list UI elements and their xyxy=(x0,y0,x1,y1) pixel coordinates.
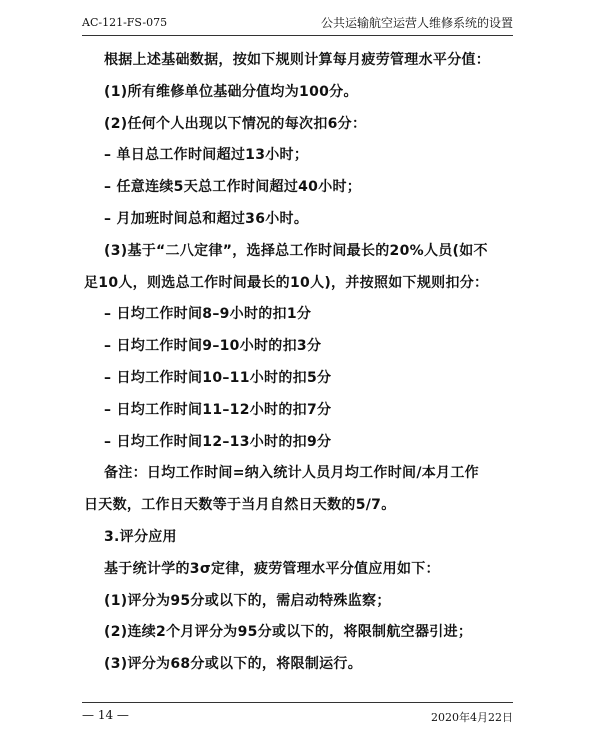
application-item-2: (2)连续2个月评分为95分或以下的，将限制航空器引进； xyxy=(104,624,473,641)
bullet-item: – 日均工作时间9–10小时的扣3分 xyxy=(104,338,322,355)
application-item-1: (1)评分为95分或以下的，需启动特殊监察； xyxy=(104,592,391,609)
paragraph-application: 基于统计学的3σ定律，疲劳管理水平分值应用如下： xyxy=(104,560,440,577)
rule-item-1: (1)所有维修单位基础分值均为100分。 xyxy=(104,83,358,100)
bullet-item: – 月加班时间总和超过36小时。 xyxy=(104,210,309,227)
bullet-item: – 日均工作时间11–12小时的扣7分 xyxy=(104,401,332,418)
application-item-3: (3)评分为68分或以下的，将限制运行。 xyxy=(104,656,363,673)
note-text-continued: 日天数，工作日天数等于当月自然日天数的5/7。 xyxy=(84,497,396,514)
body-text xyxy=(84,50,524,686)
page-header xyxy=(82,12,513,32)
note-text: 备注：日均工作时间=纳入统计人员月均工作时间/本月工作 xyxy=(104,465,479,482)
bullet-item: – 日均工作时间12–13小时的扣9分 xyxy=(104,433,332,450)
header-rule xyxy=(82,35,513,36)
page-footer xyxy=(82,708,513,728)
section-heading: 3.评分应用 xyxy=(104,528,177,545)
rule-item-3: (3)基于“二八定律”，选择总工作时间最长的20%人员(如不 xyxy=(104,242,488,259)
document-title: 公共运输航空运营人维修系统的设置 xyxy=(320,16,513,30)
bullet-item: – 单日总工作时间超过13小时； xyxy=(104,147,309,164)
bullet-item: – 日均工作时间8–9小时的扣1分 xyxy=(104,306,312,323)
bullet-item: – 日均工作时间10–11小时的扣5分 xyxy=(104,369,332,386)
rule-item-2: (2)任何个人出现以下情况的每次扣6分： xyxy=(104,115,367,132)
bullet-item: – 任意连续5天总工作时间超过40小时； xyxy=(104,179,362,196)
paragraph-intro: 根据上述基础数据，按如下规则计算每月疲劳管理水平分值： xyxy=(104,52,491,68)
footer-rule xyxy=(82,702,513,703)
page-number: — 14 — xyxy=(82,708,129,722)
document-code: AC-121-FS-075 xyxy=(82,16,168,29)
publication-date: 2020年4月22日 xyxy=(431,711,513,724)
rule-item-3-continued: 足10人，则选总工作时间最长的10人)，并按照如下规则扣分： xyxy=(84,274,489,291)
